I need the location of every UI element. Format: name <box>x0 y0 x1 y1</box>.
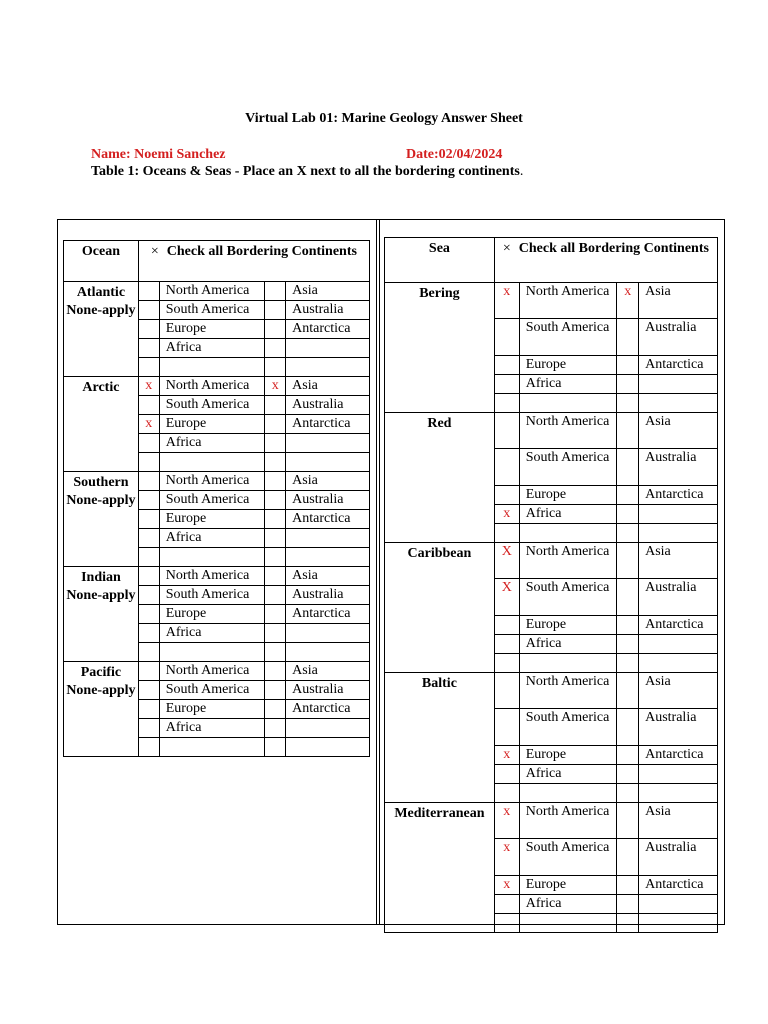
check-box-left[interactable] <box>494 449 519 486</box>
check-box-right[interactable] <box>617 746 639 765</box>
sea-name: Baltic <box>385 673 495 803</box>
check-box-left[interactable] <box>494 413 519 449</box>
check-box-right[interactable] <box>617 895 639 914</box>
continent-left: South America <box>519 449 617 486</box>
empty-cell <box>265 738 286 757</box>
continent-right <box>639 765 718 784</box>
check-box-left[interactable] <box>494 709 519 746</box>
empty-cell <box>494 524 519 543</box>
check-box-left[interactable] <box>138 529 159 548</box>
ocean-row <box>64 472 370 491</box>
check-box-right[interactable] <box>265 282 286 301</box>
continent-left: Africa <box>519 765 617 784</box>
ocean-row <box>64 282 370 301</box>
continent-left: North America <box>159 377 265 396</box>
empty-cell <box>286 453 370 472</box>
table-caption-tail: . <box>519 164 524 179</box>
ocean-name: Atlantic None-apply <box>64 282 139 377</box>
continent-right: Asia <box>286 662 370 681</box>
continent-left: North America <box>519 413 617 449</box>
column-divider-2 <box>379 219 380 925</box>
sea-name: Bering <box>385 283 495 413</box>
empty-cell <box>639 394 718 413</box>
check-box-left[interactable] <box>494 486 519 505</box>
empty-cell <box>639 654 718 673</box>
check-box-right[interactable] <box>617 486 639 505</box>
check-box-right[interactable] <box>617 709 639 746</box>
empty-cell <box>617 914 639 933</box>
check-box-right[interactable] <box>265 529 286 548</box>
continent-left: Europe <box>159 700 265 719</box>
continent-right: Antarctica <box>639 746 718 765</box>
continent-right: Australia <box>286 396 370 415</box>
check-box-right[interactable] <box>617 803 639 839</box>
continent-left: South America <box>519 319 617 356</box>
check-box-left[interactable]: x <box>494 505 519 524</box>
continent-left: Africa <box>159 624 265 643</box>
empty-cell <box>286 738 370 757</box>
continent-right: Australia <box>639 839 718 876</box>
check-box-right[interactable] <box>265 662 286 681</box>
continent-right <box>286 624 370 643</box>
empty-cell <box>286 643 370 662</box>
empty-cell <box>494 394 519 413</box>
check-box-right[interactable] <box>265 434 286 453</box>
check-box-right[interactable] <box>265 415 286 434</box>
continent-left: Europe <box>159 605 265 624</box>
check-box-right[interactable] <box>617 413 639 449</box>
sea-header-row <box>385 238 718 283</box>
check-box-left[interactable] <box>494 319 519 356</box>
empty-cell <box>639 784 718 803</box>
check-box-left[interactable] <box>138 681 159 700</box>
check-box-left[interactable] <box>138 282 159 301</box>
check-box-left[interactable] <box>494 375 519 394</box>
continent-left: North America <box>519 543 617 579</box>
check-box-right[interactable] <box>265 700 286 719</box>
check-box-right[interactable] <box>617 616 639 635</box>
check-box-left[interactable] <box>138 396 159 415</box>
continent-right: Antarctica <box>286 415 370 434</box>
continent-left: Africa <box>159 529 265 548</box>
sea-row <box>385 543 718 579</box>
continent-right: Asia <box>639 673 718 709</box>
ocean-header-row <box>64 241 370 282</box>
check-box-left[interactable] <box>138 301 159 320</box>
check-mark-icon: × <box>150 244 159 259</box>
continent-right <box>639 635 718 654</box>
continent-right <box>639 505 718 524</box>
continent-right <box>286 719 370 738</box>
check-box-right[interactable] <box>265 472 286 491</box>
check-box-right[interactable] <box>617 543 639 579</box>
empty-cell <box>519 784 617 803</box>
submission-date: Date:02/04/2024 <box>406 147 503 162</box>
check-box-left[interactable] <box>494 616 519 635</box>
document-title: Virtual Lab 01: Marine Geology Answer Sheet <box>245 111 523 126</box>
continent-right: Antarctica <box>639 486 718 505</box>
continent-right <box>286 339 370 358</box>
check-box-right[interactable]: x <box>265 377 286 396</box>
check-box-right[interactable] <box>617 356 639 375</box>
empty-cell <box>138 358 159 377</box>
continent-right: Antarctica <box>286 510 370 529</box>
sea-table <box>384 237 718 933</box>
empty-cell <box>159 548 265 567</box>
continent-right: Asia <box>639 543 718 579</box>
check-box-right[interactable] <box>617 839 639 876</box>
check-box-right[interactable] <box>265 320 286 339</box>
continent-right: Australia <box>639 579 718 616</box>
continent-right: Australia <box>286 586 370 605</box>
check-box-left[interactable] <box>494 673 519 709</box>
ocean-row <box>64 567 370 586</box>
continent-left: South America <box>159 586 265 605</box>
empty-cell <box>519 914 617 933</box>
empty-cell <box>265 453 286 472</box>
check-box-left[interactable] <box>494 895 519 914</box>
empty-cell <box>265 548 286 567</box>
continent-left: Africa <box>519 375 617 394</box>
column-divider <box>376 219 377 925</box>
sea-name: Red <box>385 413 495 543</box>
continent-left: South America <box>519 839 617 876</box>
continent-right <box>639 375 718 394</box>
check-box-right[interactable] <box>265 339 286 358</box>
ocean-row <box>64 377 370 396</box>
empty-cell <box>639 914 718 933</box>
continent-left: South America <box>159 301 265 320</box>
continent-right: Asia <box>639 283 718 319</box>
continent-right: Antarctica <box>286 320 370 339</box>
empty-cell <box>519 654 617 673</box>
check-box-right[interactable] <box>617 319 639 356</box>
check-box-left[interactable]: x <box>494 746 519 765</box>
check-box-left[interactable] <box>138 320 159 339</box>
check-box-left[interactable]: x <box>494 283 519 319</box>
check-box-right[interactable] <box>265 605 286 624</box>
continent-right: Australia <box>286 491 370 510</box>
check-box-left[interactable] <box>138 472 159 491</box>
check-box-right[interactable] <box>617 765 639 784</box>
continent-left: Europe <box>159 510 265 529</box>
check-box-left[interactable] <box>138 434 159 453</box>
check-box-left[interactable]: x <box>138 377 159 396</box>
check-box-right[interactable] <box>617 579 639 616</box>
check-box-left[interactable] <box>138 510 159 529</box>
continent-left: North America <box>519 283 617 319</box>
empty-cell <box>519 524 617 543</box>
sea-row <box>385 413 718 449</box>
continent-right <box>286 434 370 453</box>
check-box-right[interactable] <box>617 505 639 524</box>
continent-left: North America <box>519 803 617 839</box>
continent-right: Australia <box>286 681 370 700</box>
check-box-right[interactable] <box>265 396 286 415</box>
ocean-name: Arctic <box>64 377 139 472</box>
continent-right: Asia <box>286 472 370 491</box>
check-box-left[interactable]: X <box>494 543 519 579</box>
empty-cell <box>617 784 639 803</box>
continent-right: Antarctica <box>639 356 718 375</box>
continent-left: North America <box>519 673 617 709</box>
sea-header-check <box>494 238 717 283</box>
check-box-left[interactable] <box>138 700 159 719</box>
ocean-header-check <box>138 241 369 282</box>
check-box-left[interactable]: x <box>494 876 519 895</box>
continent-left: Europe <box>519 356 617 375</box>
table-caption <box>91 164 523 180</box>
continent-left: South America <box>519 579 617 616</box>
check-box-left[interactable]: X <box>494 579 519 616</box>
check-box-right[interactable]: x <box>617 283 639 319</box>
continent-right: Australia <box>639 319 718 356</box>
continent-left: Africa <box>159 434 265 453</box>
continent-left: North America <box>159 662 265 681</box>
ocean-name: Southern None-apply <box>64 472 139 567</box>
continent-right: Asia <box>286 377 370 396</box>
check-box-left[interactable] <box>138 567 159 586</box>
empty-cell <box>494 914 519 933</box>
check-box-right[interactable] <box>265 491 286 510</box>
check-box-left[interactable]: x <box>138 415 159 434</box>
empty-cell <box>617 394 639 413</box>
empty-cell <box>138 548 159 567</box>
check-box-left[interactable] <box>138 624 159 643</box>
check-box-left[interactable] <box>138 605 159 624</box>
empty-cell <box>617 654 639 673</box>
continent-left: Africa <box>519 505 617 524</box>
empty-cell <box>265 358 286 377</box>
continent-right: Antarctica <box>639 616 718 635</box>
continent-right: Asia <box>286 282 370 301</box>
empty-cell <box>617 524 639 543</box>
table-caption-bold: Table 1: Oceans & Seas - Place an X next to all the bordering continents <box>91 164 520 179</box>
ocean-header-text: Check all Bordering Continents <box>166 244 357 259</box>
continent-right: Asia <box>639 413 718 449</box>
check-box-left[interactable] <box>138 491 159 510</box>
continent-left: South America <box>159 491 265 510</box>
continent-left: Europe <box>519 876 617 895</box>
continent-right: Australia <box>639 449 718 486</box>
check-box-left[interactable] <box>494 356 519 375</box>
ocean-name: Indian None-apply <box>64 567 139 662</box>
check-box-right[interactable] <box>265 301 286 320</box>
continent-right: Antarctica <box>639 876 718 895</box>
continent-right <box>639 895 718 914</box>
continent-left: South America <box>519 709 617 746</box>
sea-header-text: Check all Bordering Continents <box>518 241 709 256</box>
empty-cell <box>159 738 265 757</box>
continent-left: Europe <box>519 746 617 765</box>
check-box-left[interactable] <box>138 662 159 681</box>
continent-left: North America <box>159 567 265 586</box>
check-box-left[interactable] <box>138 719 159 738</box>
empty-cell <box>138 643 159 662</box>
empty-cell <box>494 784 519 803</box>
check-box-right[interactable] <box>265 510 286 529</box>
sea-row <box>385 673 718 709</box>
check-box-right[interactable] <box>617 375 639 394</box>
continent-left: Africa <box>159 339 265 358</box>
sea-name: Caribbean <box>385 543 495 673</box>
check-box-right[interactable] <box>617 673 639 709</box>
ocean-row <box>64 662 370 681</box>
empty-cell <box>639 524 718 543</box>
empty-cell <box>519 394 617 413</box>
student-name: Name: Noemi Sanchez <box>91 147 226 162</box>
check-box-right[interactable] <box>265 586 286 605</box>
continent-right: Australia <box>286 301 370 320</box>
empty-cell <box>286 548 370 567</box>
check-box-right[interactable] <box>617 635 639 654</box>
empty-cell <box>138 738 159 757</box>
ocean-name: Pacific None-apply <box>64 662 139 757</box>
continent-left: Africa <box>159 719 265 738</box>
sea-header-label: Sea <box>385 238 495 283</box>
ocean-header-label: Ocean <box>64 241 139 282</box>
empty-cell <box>159 358 265 377</box>
continent-left: Europe <box>159 320 265 339</box>
check-box-right[interactable] <box>265 567 286 586</box>
continent-left: North America <box>159 282 265 301</box>
check-box-left[interactable] <box>138 586 159 605</box>
continent-right: Asia <box>286 567 370 586</box>
check-box-left[interactable]: x <box>494 839 519 876</box>
continent-right: Antarctica <box>286 700 370 719</box>
continent-left: Africa <box>519 635 617 654</box>
check-box-right[interactable] <box>617 449 639 486</box>
continent-right: Asia <box>639 803 718 839</box>
empty-cell <box>286 358 370 377</box>
continent-left: North America <box>159 472 265 491</box>
continent-left: South America <box>159 396 265 415</box>
continent-left: Europe <box>519 486 617 505</box>
continent-right: Australia <box>639 709 718 746</box>
continent-left: Africa <box>519 895 617 914</box>
check-box-left[interactable] <box>138 339 159 358</box>
sea-row <box>385 803 718 839</box>
check-mark-icon: × <box>502 241 511 256</box>
check-box-right[interactable] <box>265 719 286 738</box>
continent-left: Europe <box>159 415 265 434</box>
check-box-left[interactable] <box>494 765 519 784</box>
ocean-table <box>63 240 370 757</box>
empty-cell <box>494 654 519 673</box>
continent-left: Europe <box>519 616 617 635</box>
empty-cell <box>265 643 286 662</box>
check-box-right[interactable] <box>265 681 286 700</box>
check-box-left[interactable] <box>494 635 519 654</box>
check-box-right[interactable] <box>617 876 639 895</box>
check-box-right[interactable] <box>265 624 286 643</box>
empty-cell <box>159 643 265 662</box>
empty-cell <box>159 453 265 472</box>
continent-right: Antarctica <box>286 605 370 624</box>
continent-right <box>286 529 370 548</box>
check-box-left[interactable]: x <box>494 803 519 839</box>
empty-cell <box>138 453 159 472</box>
sea-row <box>385 283 718 319</box>
sea-name: Mediterranean <box>385 803 495 933</box>
continent-left: South America <box>159 681 265 700</box>
